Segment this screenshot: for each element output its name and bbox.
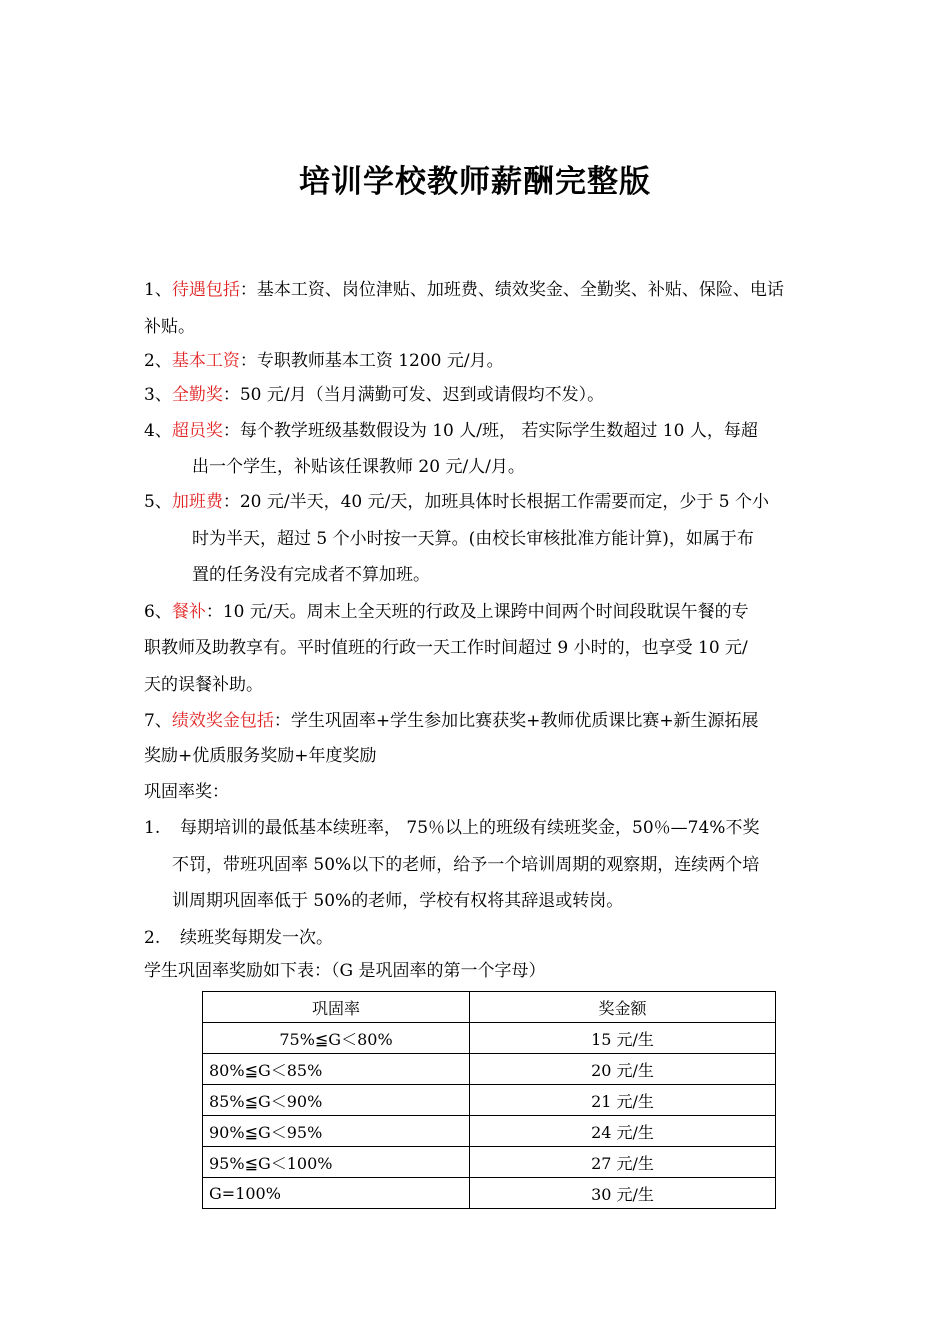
item-label: 餐补: [171, 602, 206, 622]
rule-1-line-1: [144, 817, 759, 839]
item-3-line-1: [144, 384, 604, 406]
table-row: [203, 1116, 776, 1147]
item-4-line-2: 出一个学生，补贴该任课教师 20 元/人/月。: [192, 457, 525, 477]
item-label: 全勤奖: [171, 385, 223, 405]
item-text: ：专职教师基本工资 1200 元/月。: [239, 351, 504, 371]
table-cell-amount: 30 元/生: [470, 1178, 776, 1209]
item-5-line-1: [144, 491, 769, 513]
rule-text: 每期培训的最低基本续班率， 75％以上的班级有续班奖金，50％—74%不奖: [180, 818, 760, 838]
item-text: ：学生巩固率+学生参加比赛获奖+教师优质课比赛+新生源拓展: [273, 711, 759, 731]
item-number: 7、: [144, 711, 172, 731]
table-header-cell: 奖金额: [470, 992, 776, 1023]
item-6-line-2: 职教师及助教享有。平时值班的行政一天工作时间超过 9 小时的，也享受 10 元/: [144, 638, 748, 658]
item-text: ：50 元/月（当月满勤可发、迟到或请假均不发）。: [222, 385, 605, 405]
table-cell-rate: 85%≦G＜90%: [203, 1085, 470, 1116]
item-5-line-2: 时为半天，超过 5 个小时按一天算。(由校长审核批准方能计算)，如属于布: [192, 529, 754, 549]
item-number: 5、: [144, 492, 172, 512]
item-label: 待遇包括: [171, 280, 240, 300]
item-number: 4、: [144, 421, 172, 441]
item-label: 超员奖: [171, 421, 223, 441]
item-text: ：20 元/半天，40 元/天，加班具体时长根据工作需要而定，少于 5 个小: [222, 492, 769, 512]
item-number: 1、: [144, 280, 172, 300]
item-label: 加班费: [171, 492, 223, 512]
item-1-line-2: 补贴。: [144, 317, 195, 337]
reward-table: [202, 991, 776, 1209]
section-heading: 巩固率奖：: [144, 782, 229, 802]
rule-2-line-1: [144, 927, 333, 949]
document-title: 培训学校教师薪酬完整版: [299, 164, 651, 200]
table-row: [203, 1178, 776, 1209]
table-cell-rate: 75%≦G＜80%: [203, 1023, 470, 1054]
item-number: 2、: [144, 351, 172, 371]
table-header-cell: 巩固率: [203, 992, 470, 1023]
item-label: 基本工资: [171, 351, 240, 371]
item-text: ：基本工资、岗位津贴、加班费、绩效奖金、全勤奖、补贴、保险、电话: [239, 280, 784, 300]
table-row: [203, 1054, 776, 1085]
rule-number: 2.: [144, 928, 161, 948]
table-cell-amount: 15 元/生: [470, 1023, 776, 1054]
item-6-line-3: 天的误餐补助。: [144, 675, 263, 695]
table-cell-rate: 90%≦G＜95%: [203, 1116, 470, 1147]
table-cell-amount: 21 元/生: [470, 1085, 776, 1116]
table-cell-amount: 27 元/生: [470, 1147, 776, 1178]
table-row: [203, 1147, 776, 1178]
item-7-line-2: 奖励+优质服务奖励+年度奖励: [144, 746, 377, 766]
table-cell-amount: 24 元/生: [470, 1116, 776, 1147]
item-label: 绩效奖金包括: [171, 711, 274, 731]
table-cell-rate: 95%≦G＜100%: [203, 1147, 470, 1178]
item-number: 3、: [144, 385, 172, 405]
item-number: 6、: [144, 602, 172, 622]
rule-1-line-3: 训周期巩固率低于 50%的老师，学校有权将其辞退或转岗。: [172, 891, 624, 911]
rule-1-line-2: 不罚，带班巩固率 50%以下的老师，给予一个培训周期的观察期，连续两个培: [172, 855, 760, 875]
item-4-line-1: [144, 420, 758, 442]
table-row: [203, 1085, 776, 1116]
rule-text: 续班奖每期发一次。: [180, 928, 333, 948]
table-cell-amount: 20 元/生: [470, 1054, 776, 1085]
table-cell-rate: 80%≦G＜85%: [203, 1054, 470, 1085]
item-6-line-1: [144, 601, 749, 623]
table-row: [203, 1023, 776, 1054]
item-text: ：每个教学班级基数假设为 10 人/班， 若实际学生数超过 10 人，每超: [222, 421, 758, 441]
table-cell-rate: G=100%: [203, 1178, 470, 1209]
rule-number: 1.: [144, 818, 161, 838]
item-5-line-3: 置的任务没有完成者不算加班。: [192, 565, 430, 585]
table-caption: 学生巩固率奖励如下表：（G 是巩固率的第一个字母）: [144, 961, 546, 981]
item-text: ：10 元/天。周末上全天班的行政及上课跨中间两个时间段耽误午餐的专: [205, 602, 749, 622]
table-header-row: [203, 992, 776, 1023]
item-1-line-1: [144, 279, 784, 301]
item-2-line-1: [144, 350, 504, 372]
item-7-line-1: [144, 710, 759, 732]
